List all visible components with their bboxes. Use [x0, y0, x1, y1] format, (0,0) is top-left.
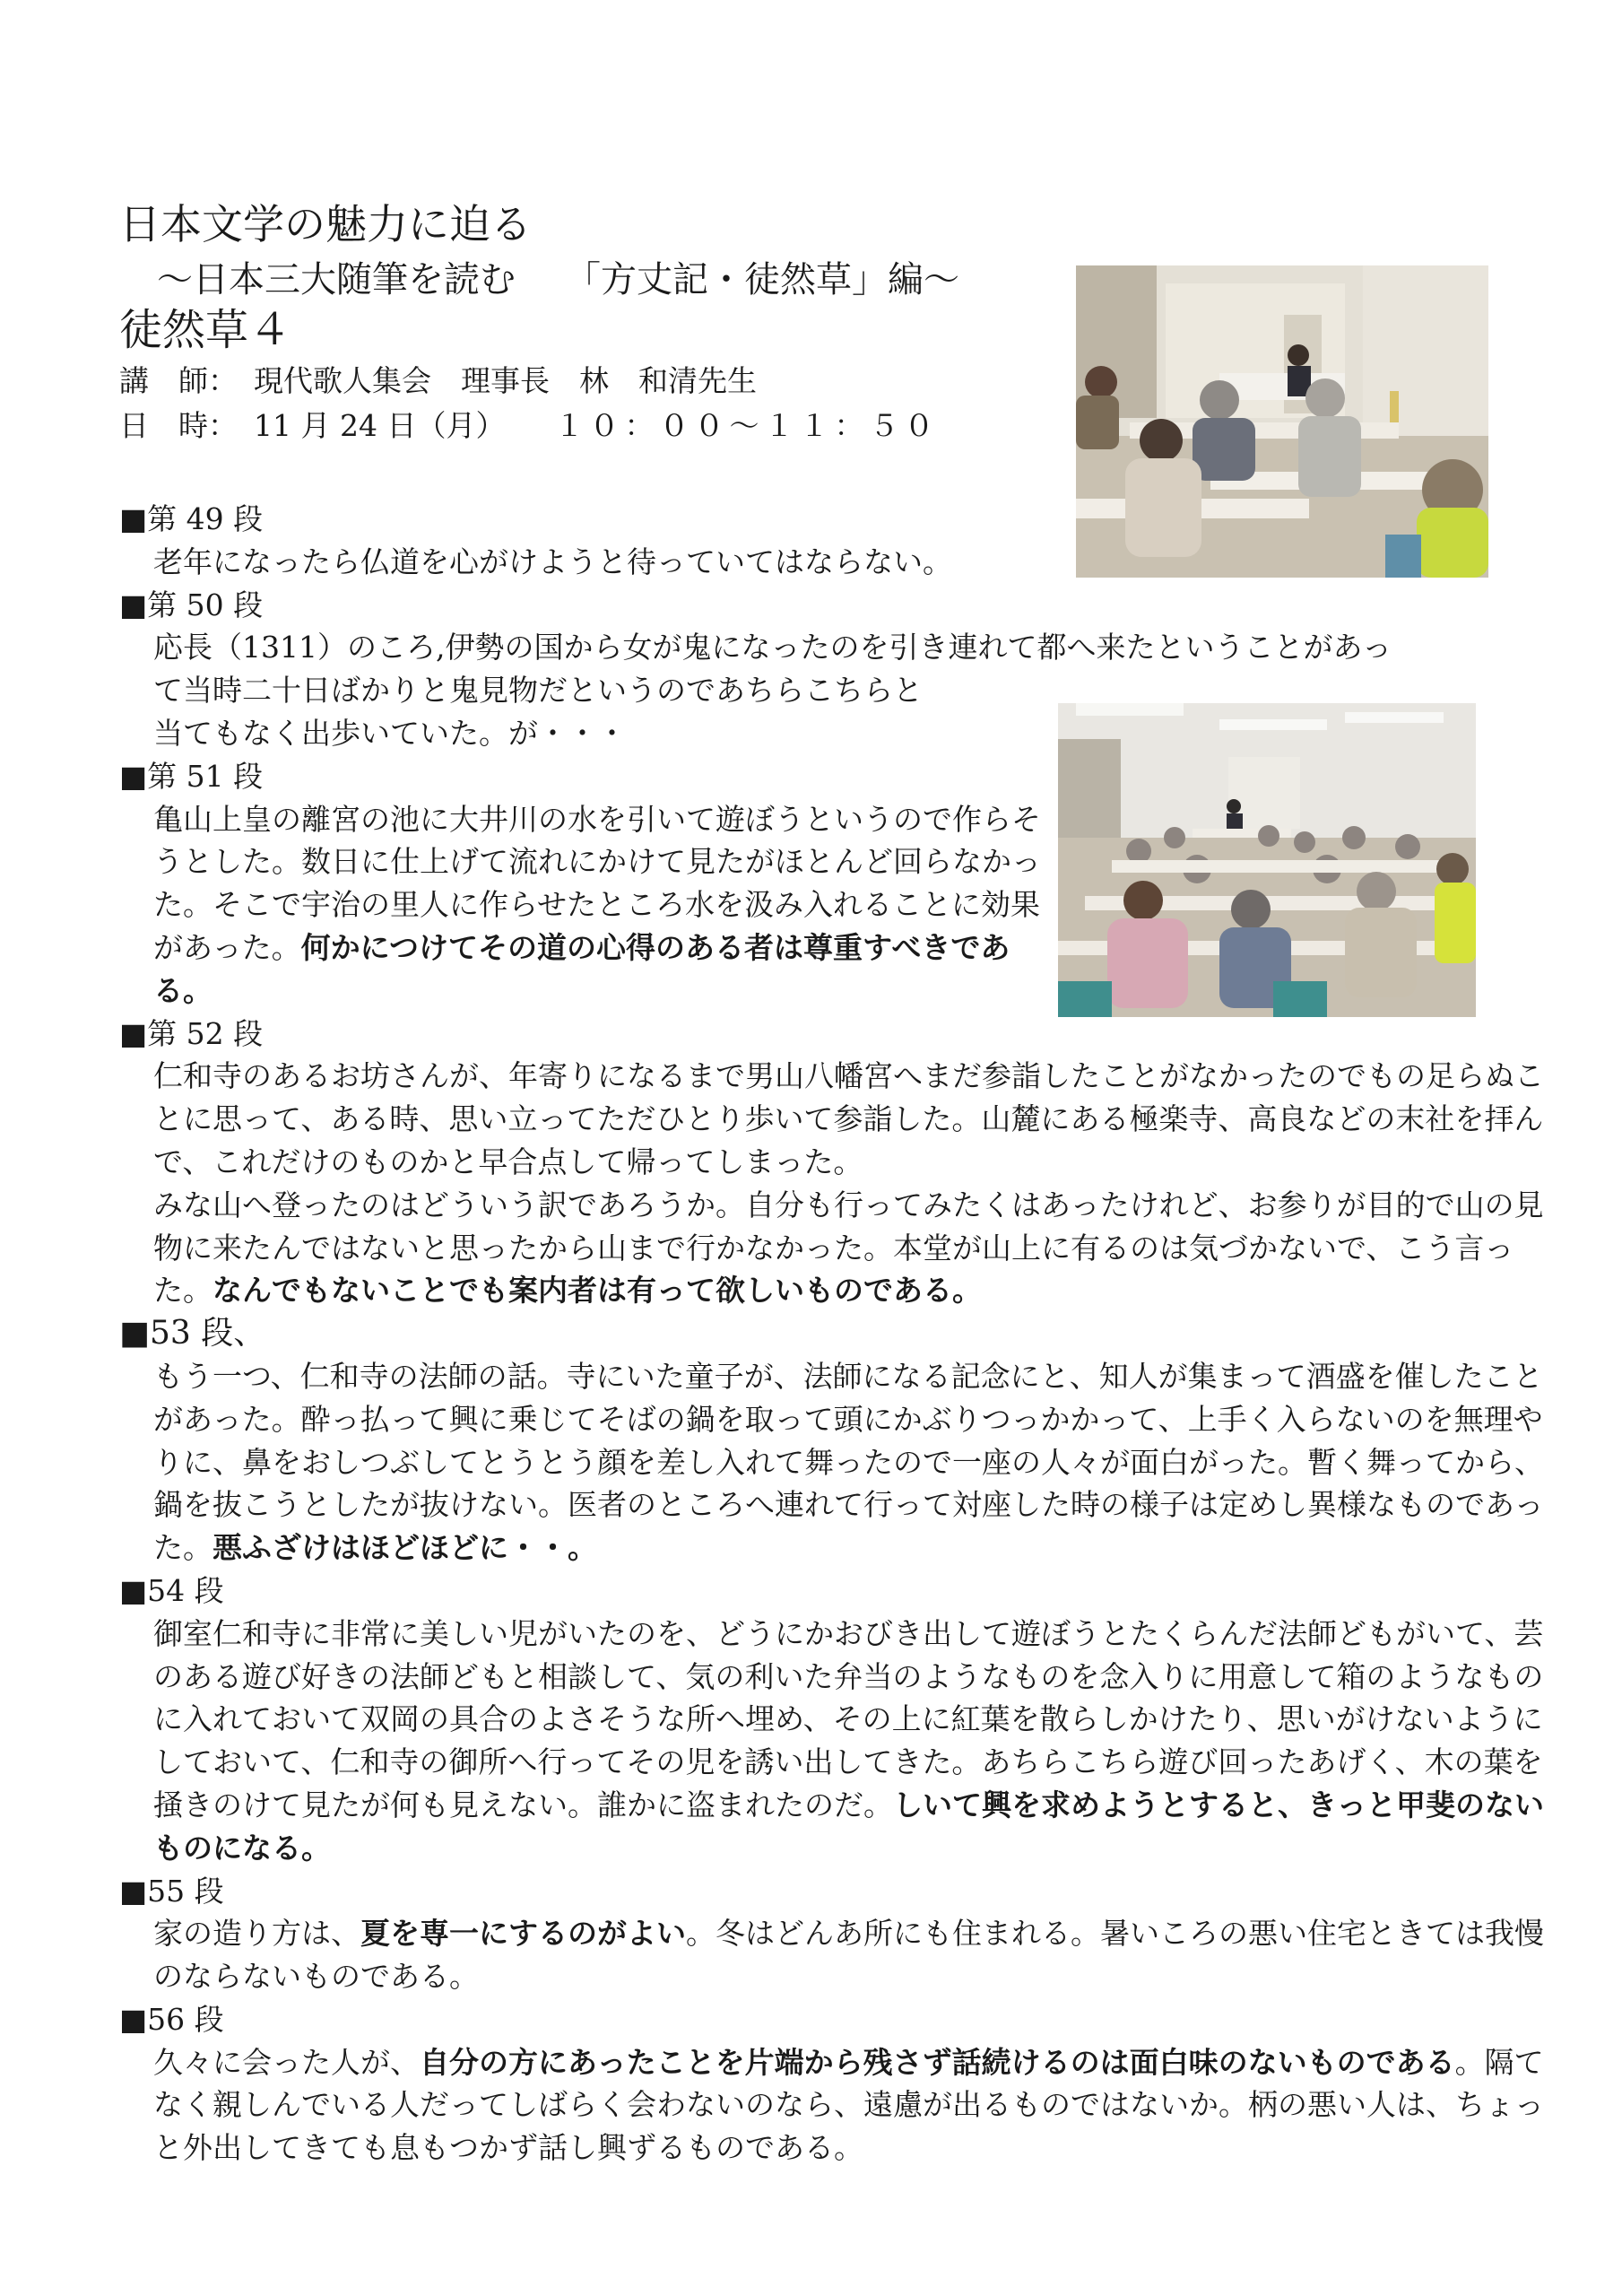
section-lesson: しいて興を求めようとすると、きっと甲斐のないものになる。: [153, 1787, 1544, 1866]
section-text: 仁和寺のあるお坊さんが、年寄りになるまで男山八幡宮へまだ参詣したことがなかったのでもの足らぬことに思って、ある時、思い立ってただひとり歩いて参詣した。山麓にある極楽寺、高良などの末社を拝んで、これだけのものかと早合点して帰ってしまった。: [153, 1058, 1544, 1179]
section-52: [119, 1013, 1544, 1313]
section-53: [119, 1312, 1544, 1570]
section-51: [119, 755, 1518, 1013]
session-title: 徒然草４: [119, 305, 292, 355]
section-text: [119, 2041, 1552, 2170]
lecturer-line: [119, 363, 757, 399]
section-text: [119, 1355, 1552, 1570]
section-50: [119, 584, 1518, 755]
section-text: 老年になったら仏道を心がけようと待っていてはならない。: [153, 544, 952, 579]
section-body-text: 御室仁和寺に非常に美しい児がいたのを、どうにかおびき出して遊ぼうとたくらんだ法師どもがいて、芸のある遊び好きの法師どもと相談して、気の利いた弁当のようなものを念入りに用意して箱のようなものに入れておいて双岡の具合のよさそうな所へ埋め、その上に紅葉を散らしかけたり、思いがけないようにしておいて、仁和寺の御所へ行ってその児を誘い出してきた。あちらこちら遊び回ったあげく、木の葉を掻きのけて見たが何も見えない。誰かに盗まれたのだ。: [153, 1615, 1544, 1822]
section-heading: ■56 段: [119, 2001, 224, 2037]
document-title: 日本文学の魅力に迫る: [119, 200, 532, 248]
section-text: [119, 798, 1050, 1013]
section-54: [119, 1570, 1544, 1870]
section-body-text: 。冬はどんあ所にも住まれる。暑いころの悪い住宅ときては我慢のならないものである。: [153, 1916, 1544, 1995]
date-line: [119, 408, 939, 444]
document-subtitle: [157, 260, 959, 300]
document-body: [119, 498, 1544, 2170]
section-text-line: て当時二十日ばかりと鬼見物だというのであちらこちらと: [153, 673, 923, 709]
lecturer-label: 講 師：: [119, 363, 238, 398]
subtitle-edition: 「方丈記・徒然草」編～: [565, 259, 959, 300]
section-56: [119, 1998, 1544, 2170]
section-heading: ■54 段: [119, 1572, 224, 1608]
section-lesson: 悪ふざけはほどほどに・・。: [213, 1530, 597, 1566]
section-heading: ■第 49 段: [119, 501, 264, 536]
section-heading: ■53 段、: [119, 1315, 266, 1352]
section-heading: ■55 段: [119, 1873, 224, 1909]
date-label: 日 時：: [119, 408, 238, 443]
date-value: 11 月 24 日（月）: [254, 408, 506, 443]
section-body-text: 亀山上皇の離宮の池に大井川の水を引いて遊ぼうというので作らそうとした。数日に仕上げて流れにかけて見たがほとんど回らなかった。そこで宇治の里人に作らせたところ水を汲み入れることに効果があった。: [153, 801, 1041, 965]
section-body-text: みな山へ登ったのはどういう訳であろうか。自分も行ってみたくはあったけれど、お参りが目的で山の見物に来たんではないと思ったから山まで行かなかった。本堂が山上に有るのは気づかないで、こう言った。: [153, 1187, 1544, 1309]
section-text: [119, 1613, 1552, 1870]
section-text: [119, 1912, 1552, 1998]
section-text: [119, 1184, 1552, 1312]
section-body-text: 久々に会った人が、: [153, 2044, 420, 2080]
section-heading: ■第 50 段: [119, 587, 264, 622]
section-lesson: 自分の方にあったことを片端から残さず話続けるのは面白味のないものである: [420, 2044, 1455, 2080]
section-lesson: 何かにつけてその道の心得のある者は尊重すべきである。: [153, 929, 1010, 1008]
section-body-text: もう一つ、仁和寺の法師の話。寺にいた童子が、法師になる記念にと、知人が集まって酒盛を催したことがあった。酔っ払って興に乗じてそばの鍋を取って頭にかぶりつっかかって、上手く入らないのを無理やりに、鼻をおしつぶしてとうとう顔を差し入れて舞ったので一座の人々が面白がった。暫く舞ってから、鍋を抜こうとしたが抜けない。医者のところへ連れて行って対座した時の様子は定めし異様なものであった。: [153, 1358, 1544, 1566]
section-body-text: 。隔てなく親しんでいる人だってしばらく会わないのなら、遠慮が出るものではないか。柄の悪い人は、ちょっと外出してきても息もつかず話し興ずるものである。: [153, 2044, 1544, 2166]
section-heading: ■第 52 段: [119, 1015, 264, 1051]
section-lesson: 夏を専一にするのがよい: [360, 1916, 686, 1952]
section-body-text: 家の造り方は、: [153, 1916, 360, 1952]
time-value: １０：００～１１：５０: [554, 408, 940, 443]
section-text-line: 応長（1311）のころ,伊勢の国から女が鬼になったのを引き連れて都へ来たということがあっ: [153, 630, 1392, 665]
subtitle-series: ～日本三大随筆を読む: [157, 259, 516, 300]
section-55: [119, 1870, 1544, 1998]
section-49: [119, 498, 1518, 584]
section-heading: ■第 51 段: [119, 758, 264, 794]
section-lesson: なんでもないことでも案内者は有って欲しいものである。: [213, 1273, 982, 1309]
section-text-line: 当てもなく出歩いていた。が・・・: [153, 715, 627, 751]
lecturer-name: 現代歌人集会 理事長 林 和清先生: [254, 363, 757, 398]
